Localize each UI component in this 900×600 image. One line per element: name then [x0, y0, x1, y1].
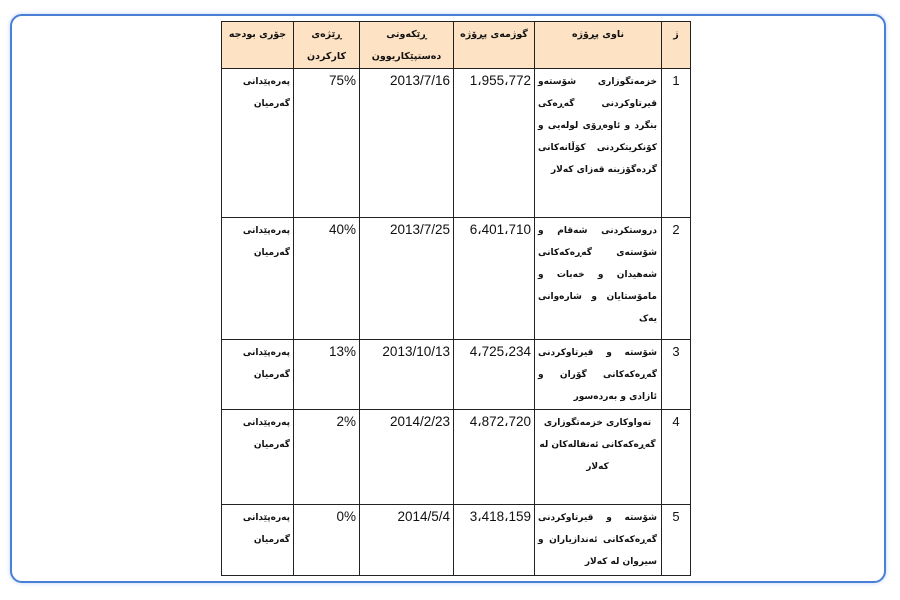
header-start-date: ڕێکەوتی دەستپێکاریوون [360, 22, 454, 69]
date-cell: 2013/7/25 [389, 222, 450, 237]
table-header-row [222, 22, 691, 69]
header-amount: گوژمەی پڕۆژە [454, 22, 535, 69]
budget-cell: پەرەپێدانی گەرمیان [242, 77, 290, 109]
table-row [222, 505, 691, 576]
project-name-cell: دروستکردنی شەقام و شۆستەی گەڕەکەکانی شەهیدان و خەبات و مامۆستایان و شارەوانی یەک [538, 226, 657, 324]
header-number: ژ [662, 22, 691, 69]
progress-cell: 0% [336, 509, 356, 524]
row-number-cell: 2 [672, 222, 680, 237]
date-cell: 2014/2/23 [389, 414, 450, 429]
amount-cell: 1،955،772 [469, 73, 531, 88]
table-row [222, 340, 691, 410]
budget-cell: پەرەپێدانی گەرمیان [242, 513, 290, 545]
budget-cell: پەرەپێدانی گەرمیان [242, 418, 290, 450]
row-number-cell: 1 [672, 73, 680, 88]
header-budget-type: جۆری بودجە [222, 22, 294, 69]
progress-cell: 13% [328, 344, 356, 359]
progress-cell: 75% [328, 73, 356, 88]
project-name-cell: تەواوکاری خزمەتگوزاری گەڕەکەکانی ئەنفالەکان لە کەلار [539, 418, 656, 472]
project-name-cell: خزمەتگوزاری شۆستەو قیرتاوکردنی گەڕەکی بنگرد و ئاوەڕۆی لولەیی و کۆنکریتکردنی کۆڵانەکانی گردەگۆزینە قەزای کەلار [538, 77, 657, 175]
amount-cell: 4،725،234 [469, 344, 531, 359]
progress-cell: 40% [328, 222, 356, 237]
project-name-cell: شۆستە و قیرتاوکردنی گەڕەکەکانی گۆران و ئازادی و بەردەسور [538, 348, 657, 402]
project-name-cell: شۆستە و قیرتاوکردنی گەڕەکەکانی ئەندازیاران و سیروان لە کەلار [538, 513, 657, 567]
progress-cell: 2% [336, 414, 356, 429]
date-cell: 2013/7/16 [389, 73, 450, 88]
date-cell: 2014/5/4 [397, 509, 450, 524]
row-number-cell: 4 [672, 414, 680, 429]
budget-cell: پەرەپێدانی گەرمیان [242, 348, 290, 380]
table-row [222, 410, 691, 505]
budget-cell: پەرەپێدانی گەرمیان [242, 226, 290, 258]
amount-cell: 6،401،710 [469, 222, 531, 237]
header-project-name: ناوی پڕۆژە [535, 22, 662, 69]
amount-cell: 3،418،159 [469, 509, 531, 524]
amount-cell: 4،872،720 [469, 414, 531, 429]
row-number-cell: 3 [672, 344, 680, 359]
row-number-cell: 5 [672, 509, 680, 524]
date-cell: 2013/10/13 [382, 344, 450, 359]
header-progress: ڕێژەی کارکردن [294, 22, 360, 69]
projects-table [221, 21, 691, 576]
table-row [222, 69, 691, 218]
table-row [222, 218, 691, 340]
